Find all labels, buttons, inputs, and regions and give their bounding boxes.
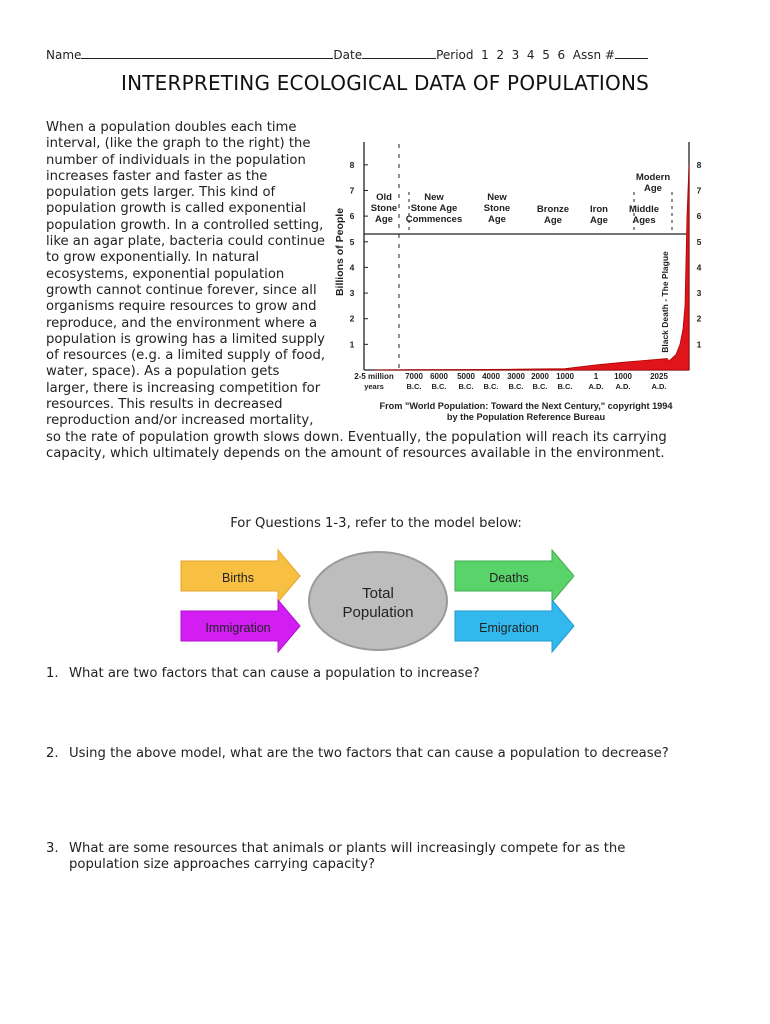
era-label bbox=[590, 204, 608, 226]
name-label: Name bbox=[46, 48, 82, 62]
immigration-label: Immigration bbox=[205, 621, 271, 635]
y-tick-label: 7 bbox=[349, 185, 355, 196]
era-label bbox=[629, 204, 659, 226]
era-label-line: Commences bbox=[405, 214, 463, 225]
x-tick-sublabel: B.C. bbox=[483, 382, 499, 391]
y-tick-label: 3 bbox=[349, 288, 355, 299]
era-label-line: Age bbox=[590, 215, 608, 226]
era-label-line: Ages bbox=[632, 215, 656, 226]
y-tick-label: 4 bbox=[349, 262, 355, 273]
era-label-line: Age bbox=[644, 183, 662, 194]
y-tick-label-right: 1 bbox=[696, 339, 702, 350]
assn-label: Assn # bbox=[572, 48, 615, 62]
era-label-line: Stone bbox=[483, 203, 511, 214]
plague-annotation: Black Death - The Plague bbox=[660, 251, 670, 353]
x-tick-label: 1000 bbox=[556, 372, 574, 381]
era-label-line: New bbox=[424, 192, 444, 203]
x-tick-label: 2000 bbox=[531, 372, 549, 381]
era-label-line: Iron bbox=[590, 204, 608, 215]
y-tick-label-right: 6 bbox=[696, 211, 702, 222]
date-blank[interactable] bbox=[362, 46, 436, 59]
y-tick-label-right: 5 bbox=[696, 236, 702, 247]
total-population-label-line2: Population bbox=[342, 604, 414, 621]
y-tick-label-right: 7 bbox=[696, 185, 702, 196]
y-tick-label-right: 4 bbox=[696, 262, 702, 273]
era-label-line: Modern bbox=[635, 172, 671, 183]
era-label-line: New bbox=[487, 192, 507, 203]
y-tick-label: 1 bbox=[349, 339, 355, 350]
x-tick-sublabel: B.C. bbox=[406, 382, 422, 391]
deaths-label: Deaths bbox=[489, 571, 529, 585]
era-label-line: Age bbox=[488, 214, 506, 225]
page-title: INTERPRETING ECOLOGICAL DATA OF POPULATIONS bbox=[120, 71, 650, 95]
x-tick-label: 1000 bbox=[614, 372, 632, 381]
y-tick-label: 2 bbox=[349, 313, 355, 324]
date-label: Date bbox=[333, 48, 363, 62]
y-tick-label: 8 bbox=[349, 159, 355, 170]
era-label-line: Bronze bbox=[536, 204, 570, 215]
y-tick-label: 6 bbox=[349, 211, 355, 222]
x-tick-label: 7000 bbox=[405, 372, 423, 381]
x-tick-sublabel: B.C. bbox=[458, 382, 474, 391]
x-tick-sublabel: A.D. bbox=[615, 382, 631, 391]
question-text: What are two factors that can cause a population to increase? bbox=[69, 666, 480, 681]
question-number: 3. bbox=[46, 841, 59, 856]
question-text: What are some resources that animals or plants will increasingly compete for as the population size approaches carrying capacity? bbox=[69, 841, 626, 872]
name-blank[interactable] bbox=[81, 46, 333, 59]
source-line-1: From "World Population: Toward the Next Century," copyright 1994 bbox=[379, 401, 673, 411]
era-label-line: Age bbox=[544, 215, 562, 226]
y-tick-label-right: 8 bbox=[696, 159, 702, 170]
x-tick-sublabel: B.C. bbox=[532, 382, 548, 391]
worksheet-header bbox=[46, 46, 736, 62]
x-tick-sublabel: A.D. bbox=[588, 382, 604, 391]
era-label-line: Middle bbox=[628, 204, 660, 215]
era-label-line: Stone Age bbox=[410, 203, 458, 214]
era-label-line: Old bbox=[376, 192, 392, 203]
intro-text: When a population doubles each time interval, (like the graph to the right) the number of individuals in the population increases faster and faster as the population gets larger. This kind of population growth is called exponential population growth. In a controlled setting, like an agar plate, bacteria could continue to grow exponentially. In natural ecosystems, exponential population growth cannot continue forever, since all organisms require resources to grow and reproduce, and the environment where a population is growing has a limited supply of resources (e.g. a limited supply of food, water, space). As a population gets larger, there is increasing competition for resources. This results in decreased reproduction and/or increased mortality, so the rate of population growth slows down. Eventually, the population will reach its carrying capacity, which ultimately depends on the amount of resources available in the environment. bbox=[46, 120, 667, 461]
emigration-label: Emigration bbox=[479, 621, 539, 635]
y-tick-label: 5 bbox=[349, 236, 355, 247]
x-tick-label: 2-5 million bbox=[354, 372, 394, 381]
x-tick-label: 6000 bbox=[430, 372, 448, 381]
population-model-diagram bbox=[178, 548, 578, 653]
population-figure bbox=[334, 122, 722, 427]
total-population-label-line1: Total bbox=[362, 585, 394, 602]
x-tick-label: 4000 bbox=[482, 372, 500, 381]
source-line-2: by the Population Reference Bureau bbox=[446, 412, 606, 422]
y-axis-label: Billions of People bbox=[334, 207, 346, 297]
questions-intro: For Questions 1-3, refer to the model below: bbox=[230, 516, 522, 531]
period-label: Period 1 2 3 4 5 6 bbox=[436, 48, 566, 62]
y-tick-label-right: 3 bbox=[696, 288, 702, 299]
x-tick-sublabel: B.C. bbox=[557, 382, 573, 391]
x-tick-sublabel: B.C. bbox=[431, 382, 447, 391]
intro-paragraph bbox=[46, 120, 716, 462]
y-axis-ticks-right bbox=[697, 160, 702, 350]
question-text: Using the above model, what are the two factors that can cause a population to decrease? bbox=[69, 746, 669, 761]
era-label-line: Age bbox=[375, 214, 393, 225]
x-tick-sublabel: B.C. bbox=[508, 382, 524, 391]
era-label-line: Stone bbox=[370, 203, 398, 214]
births-label: Births bbox=[222, 571, 254, 585]
x-tick-label: 1 bbox=[593, 372, 599, 381]
x-tick-label: 5000 bbox=[457, 372, 475, 381]
population-chart bbox=[334, 122, 722, 427]
y-tick-label-right: 2 bbox=[696, 313, 702, 324]
x-tick-sublabel: A.D. bbox=[651, 382, 667, 391]
assn-blank[interactable] bbox=[615, 46, 648, 59]
question-number: 1. bbox=[46, 666, 59, 681]
x-tick-label: 2025 bbox=[650, 372, 668, 381]
question-number: 2. bbox=[46, 746, 59, 761]
x-tick-sublabel: years bbox=[364, 382, 384, 391]
x-tick-label: 3000 bbox=[507, 372, 525, 381]
